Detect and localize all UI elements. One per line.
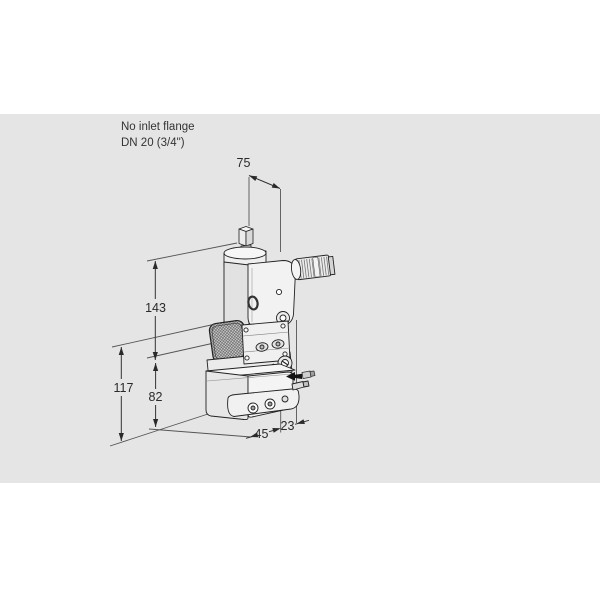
dimension-45-label: 45 [254, 427, 269, 441]
dimension-75-label: 75 [236, 156, 251, 170]
dimension-82-label: 82 [148, 390, 163, 404]
annotation-line-2: DN 20 (3/4") [121, 137, 185, 149]
dimension-143-label: 143 [145, 301, 166, 315]
adjustment-knob [290, 254, 335, 280]
valve-illustration [206, 227, 335, 420]
lower-valve-body [206, 364, 309, 420]
side-fitting [292, 382, 304, 391]
test-point-fitting [302, 371, 311, 379]
dimension-117-label: 117 [113, 381, 134, 395]
annotation-line-1: No inlet flange [121, 121, 195, 133]
dimension-23-label: 23 [280, 419, 295, 433]
